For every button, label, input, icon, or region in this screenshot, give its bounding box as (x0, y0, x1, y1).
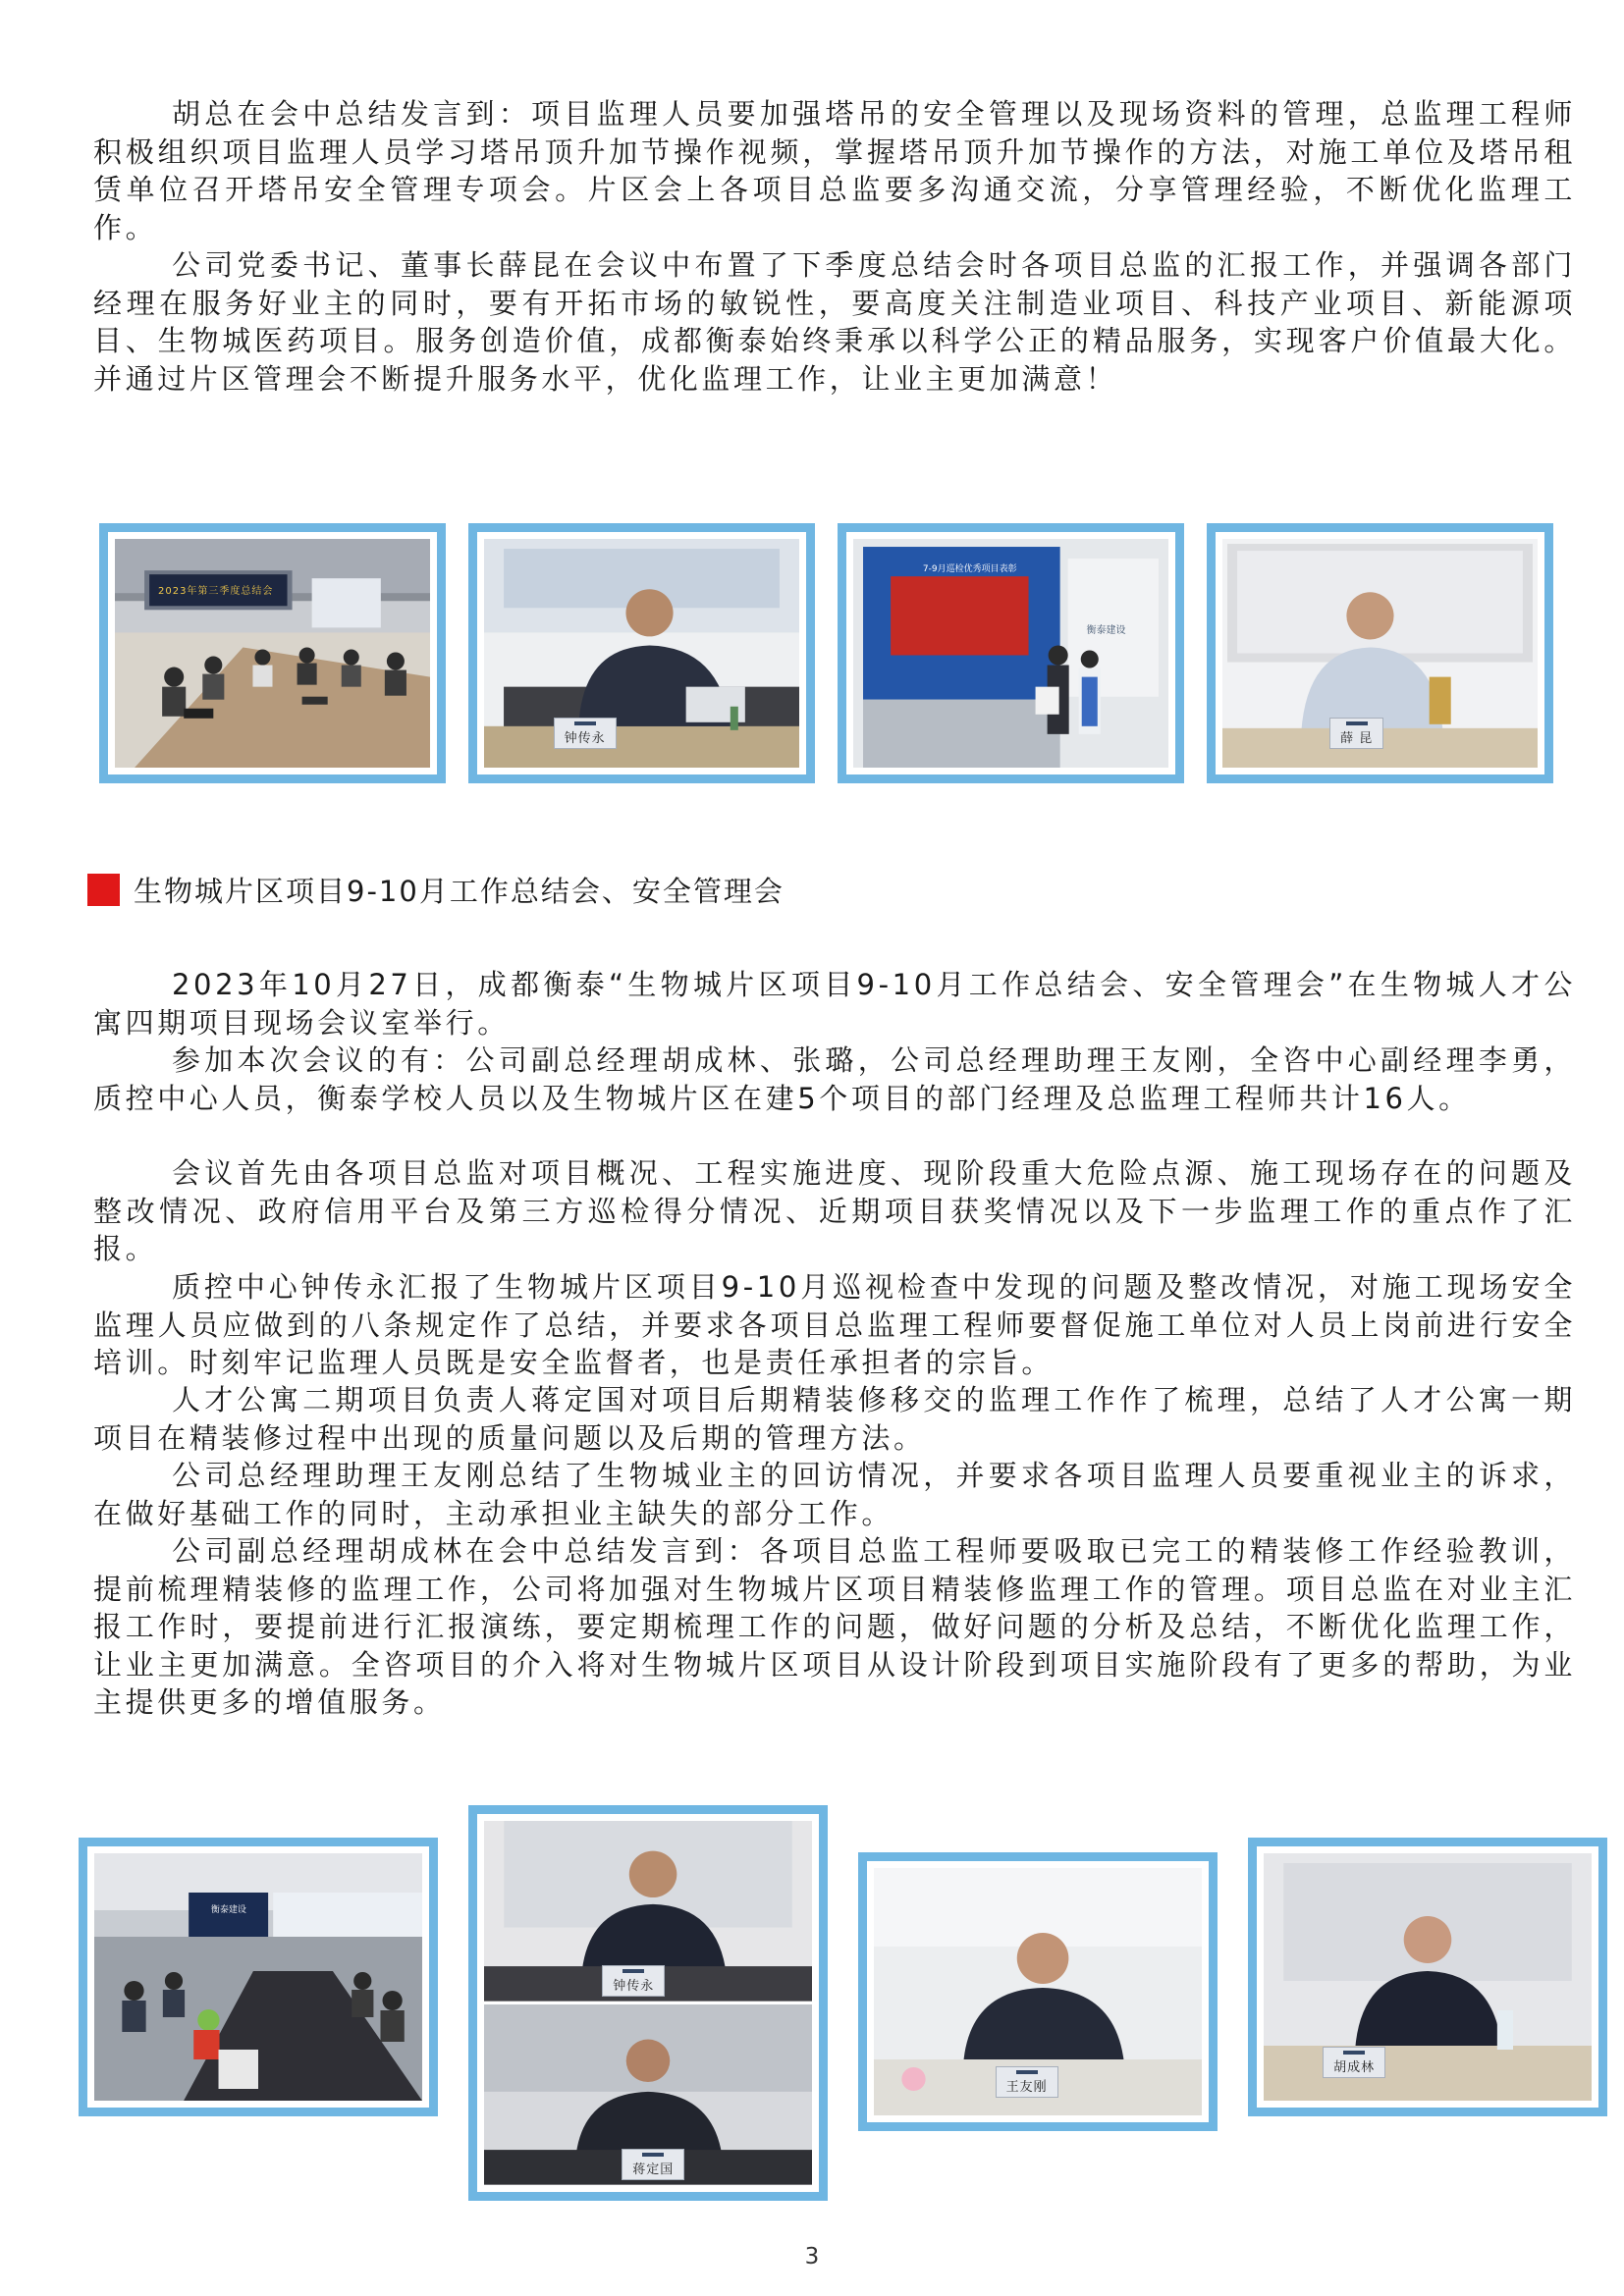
nameplate: 钟传永 (554, 718, 617, 749)
section-title: 生物城片区项目9-10月工作总结会、安全管理会 (134, 874, 785, 908)
paragraph-attendees: 参加本次会议的有：公司副总经理胡成林、张璐，公司总经理助理王友刚，全咨中心副经理李勇，质控中心人员，衡泰学校人员以及生物城片区在建5个项目的部门经理及总监理工程师共计16人。 (93, 1043, 1576, 1115)
red-square-icon (87, 874, 120, 906)
nameplate: 钟传永 (602, 1965, 665, 1997)
paragraph-jiang-report: 人才公寓二期项目负责人蒋定国对项目后期精装修移交的监理工作作了梳理，总结了人才公寓一期项目在精装修过程中出现的质量问题以及后期的管理方法。 (93, 1383, 1576, 1455)
paragraph-reports: 会议首先由各项目总监对项目概况、工程实施进度、现阶段重大危险点源、施工现场存在的问题及整改情况、政府信用平台及第三方巡检得分情况、近期项目获奖情况以及下一步监理工作的重点作了汇报。 (93, 1156, 1576, 1265)
nameplate: 胡成林 (1323, 2047, 1385, 2078)
paragraph-hu-summary: 胡总在会中总结发言到：项目监理人员要加强塔吊的安全管理以及现场资料的管理，总监理工程师积极组织项目监理人员学习塔吊顶升加节操作视频，掌握塔吊顶升加节操作的方法，对施工单位及塔吊租赁单位召开塔吊安全管理专项会。片区会上各项目总监要多沟通交流，分享管理经验，不断优化监理工作。 (93, 97, 1576, 244)
nameplate: 薛 昆 (1329, 718, 1383, 749)
speaker-hu-illustration (1264, 1853, 1592, 2101)
screen-title: 7-9月巡检优秀项目表彰 (922, 564, 1017, 575)
meeting-room-illustration (115, 539, 430, 768)
paragraph-meeting-date: 2023年10月27日，成都衡泰“生物城片区项目9-10月工作总结会、安全管理会”在生物城人才公寓四期项目现场会议室举行。 (93, 968, 1576, 1040)
section-heading (87, 868, 785, 911)
paragraph-xue-arrangement: 公司党委书记、董事长薛昆在会议中布置了下季度总结会时各项目总监的汇报工作，并强调各部门经理在服务好业主的同时，要有开拓市场的敏锐性，要高度关注制造业项目、科技产业项目、新能源项目、生物城医药项目。服务创造价值，成都衡泰始终秉承以科学公正的精品服务，实现客户价值最大化。并通过片区管理会不断提升服务水平，优化监理工作，让业主更加满意！ (93, 248, 1576, 396)
photo-speaker-hu (1248, 1838, 1607, 2116)
page-number: 3 (804, 2244, 820, 2269)
meeting-table-illustration (94, 1853, 422, 2101)
photo-speaker-wang (858, 1852, 1218, 2131)
screen-text: 衡泰建设 (210, 1905, 246, 1916)
photo-speakers-zhong-jiang (468, 1805, 828, 2201)
wall-logo: 衡泰建设 (1086, 624, 1126, 636)
paragraph-wang-report: 公司总经理助理王友刚总结了生物城业主的回访情况，并要求各项目监理人员要重视业主的诉求，在做好基础工作的同时，主动承担业主缺失的部分工作。 (93, 1459, 1576, 1530)
nameplate: 王友刚 (996, 2066, 1058, 2098)
photo-speaker-zhong (468, 523, 815, 783)
paragraph-zhong-report: 质控中心钟传永汇报了生物城片区项目9-10月巡视检查中发现的问题及整改情况，对施工现场安全监理人员应做到的八条规定作了总结，并要求各项目总监理工程师要督促施工单位对人员上岗前进行安全培训。时刻牢记监理人员既是安全监督者，也是责任承担者的宗旨。 (93, 1270, 1576, 1379)
paragraph-hu-speech: 公司副总经理胡成林在会中总结发言到：各项目总监工程师要吸取已完工的精装修工作经验教训，提前梳理精装修的监理工作，公司将加强对生物城片区项目精装修监理工作的管理。项目总监在对业主汇报工作时，要提前进行汇报演练，要定期梳理工作的问题，做好问题的分析及总结，不断优化监理工作，让业主更加满意。全咨项目的介入将对生物城片区项目从设计阶段到项目实施阶段有了更多的帮助，为业主提供更多的增值服务。 (93, 1534, 1576, 1719)
banner-text: 2023年第三季度总结会 (157, 586, 274, 598)
photo-meeting-room-overview (99, 523, 446, 783)
photo-speaker-xue (1207, 523, 1553, 783)
photo-award-ceremony (838, 523, 1184, 783)
photo-meeting-table (79, 1838, 438, 2116)
nameplate: 蒋定国 (622, 2149, 684, 2180)
speaker-illustration (484, 539, 799, 768)
